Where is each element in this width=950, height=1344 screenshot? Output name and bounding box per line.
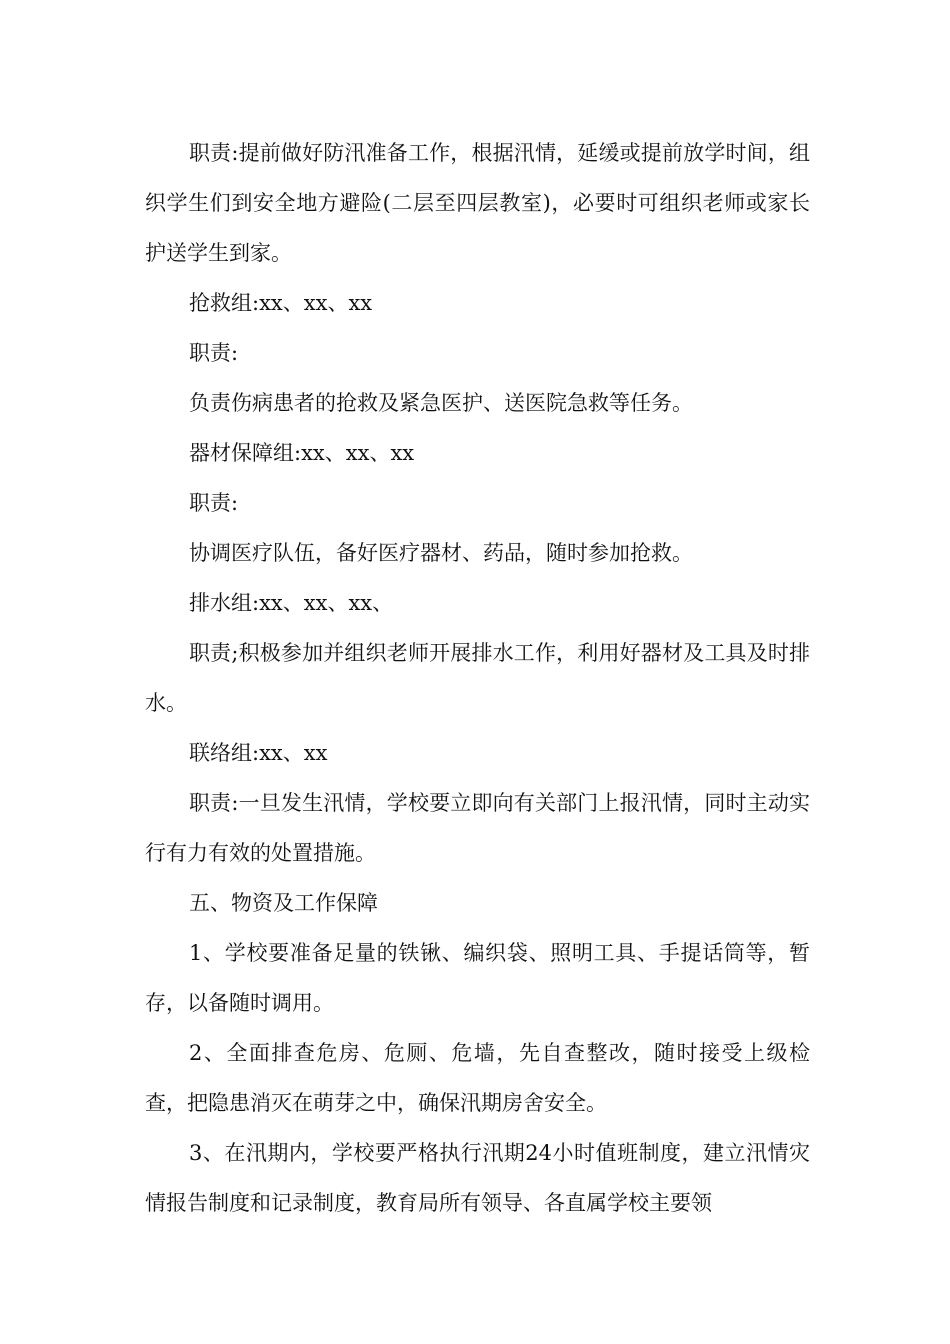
paragraph-rescue-duty: 负责伤病患者的抢救及紧急医护、送医院急救等任务。 bbox=[189, 391, 693, 415]
paragraph-duty-label: 职责: bbox=[189, 341, 239, 365]
document-body bbox=[145, 128, 810, 1228]
paragraph-duty-evacuation: 职责:提前做好防汛准备工作，根据汛情，延缓或提前放学时间，组织学生们到安全地方避险(二层至四层教室)，必要时可组织老师或家长护送学生到家。 bbox=[145, 141, 810, 265]
paragraph-drainage-group: 排水组:xx、xx、xx、 bbox=[189, 591, 394, 615]
paragraph-liaison-duty: 职责:一旦发生汛情，学校要立即向有关部门上报汛情，同时主动实行有力有效的处置措施。 bbox=[145, 791, 810, 865]
paragraph-equipment-duty: 协调医疗队伍，备好医疗器材、药品，随时参加抢救。 bbox=[189, 541, 693, 565]
paragraph-rescue-group: 抢救组:xx、xx、xx bbox=[189, 291, 373, 315]
paragraph-equipment-group: 器材保障组:xx、xx、xx bbox=[189, 441, 415, 465]
section-heading: 五、物资及工作保障 bbox=[189, 891, 378, 915]
paragraph-duty-label: 职责: bbox=[189, 491, 239, 515]
paragraph-item-1: 1、学校要准备足量的铁锹、编织袋、照明工具、手提话筒等，暂存，以备随时调用。 bbox=[145, 941, 810, 1015]
paragraph-item-3: 3、在汛期内，学校要严格执行汛期24小时值班制度，建立汛情灾情报告制度和记录制度，教育局所有领导、各直属学校主要领 bbox=[145, 1141, 810, 1215]
paragraph-drainage-duty: 职责;积极参加并组织老师开展排水工作，利用好器材及工具及时排水。 bbox=[145, 641, 810, 715]
paragraph-liaison-group: 联络组:xx、xx bbox=[189, 741, 328, 765]
paragraph-item-2: 2、全面排查危房、危厕、危墙，先自查整改，随时接受上级检查，把隐患消灭在萌芽之中，确保汛期房舍安全。 bbox=[145, 1041, 810, 1115]
